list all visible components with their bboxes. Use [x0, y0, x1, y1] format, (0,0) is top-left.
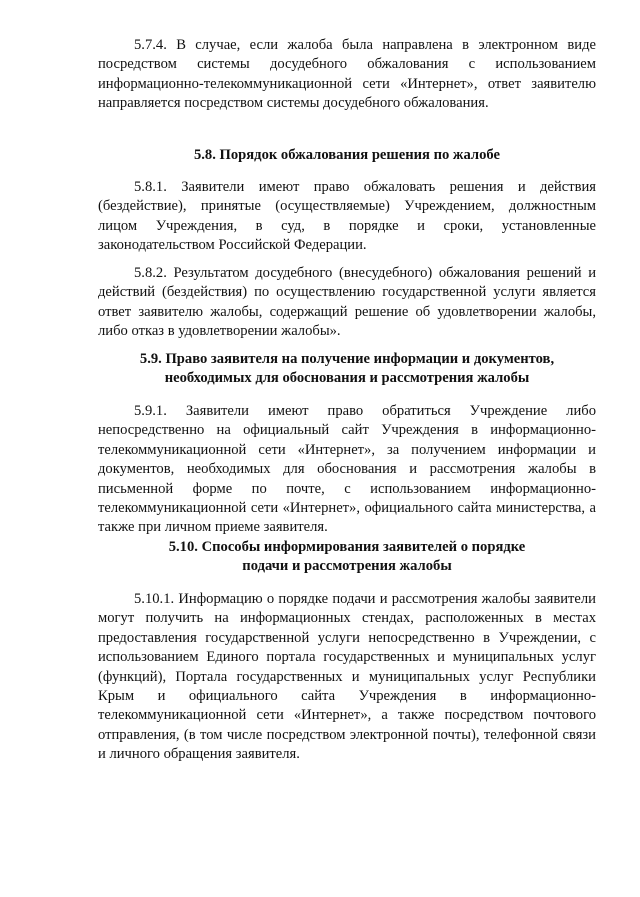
- heading-line-1: 5.9. Право заявителя на получение информации и документов,: [139, 351, 555, 367]
- heading-line-2: подачи и рассмотрения жалобы: [242, 558, 452, 575]
- section-heading-5-8: [98, 146, 596, 165]
- section-heading-5-10: [98, 538, 596, 577]
- section-heading-5-9: [98, 350, 596, 389]
- paragraph-5-10-1: 5.10.1. Информацию о порядке подачи и рассмотрения жалобы заявители могут получить на информационных стендах, расположенных в местах предоставления государственной услуги непосредственно в Учреждении, с использованием Единого портала государственных и муниципальных услуг (функций), Портала государственных и муниципальных услуг Республики Крым и официального сайта Учреждения в информационно-телекоммуникационной сети «Интернет», а также посредством почтового отправления, (в том числе посредством электронной почты), телефонной связи и личного обращения заявителя.: [98, 591, 596, 763]
- paragraph-5-7-4: 5.7.4. В случае, если жалоба была направлена в электронном виде посредством системы досудебного обжалования с использованием информационно-телекоммуникационной сети «Интернет», ответ заявителю направляется посредством системы досудебного обжалования.: [98, 37, 596, 112]
- heading-line-1: 5.10. Способы информирования заявителей о порядке: [168, 539, 526, 555]
- heading-line-2: необходимых для обоснования и рассмотрения жалобы: [164, 370, 530, 387]
- heading-line: 5.8. Порядок обжалования решения по жалобе: [193, 147, 500, 163]
- paragraph-5-8-2: 5.8.2. Результатом досудебного (внесудебного) обжалования решений и действий (бездействия) по осуществлению государственной услуги является ответ заявителю жалобы, содержащий решение об удовлетворении жалобы, либо отказ в удовлетворении жалобы».: [98, 265, 596, 340]
- paragraph-5-8-1: 5.8.1. Заявители имеют право обжаловать решения и действия (бездействие), принятые (осуществляемые) Учреждением, должностным лицом Учреждения, в суд, в порядке и сроки, установленные законодательством Российской Федерации.: [98, 179, 596, 254]
- paragraph-5-9-1: 5.9.1. Заявители имеют право обратиться Учреждение либо непосредственно на официальный сайт Учреждения в информационно-телекоммуникационной сети «Интернет», за получением информации и документов, необходимых для обоснования и рассмотрения жалобы в письменной форме по почте, с использованием информационно-телекоммуникационной сети «Интернет», официального сайта министерства, а также при личном приеме заявителя.: [98, 403, 596, 536]
